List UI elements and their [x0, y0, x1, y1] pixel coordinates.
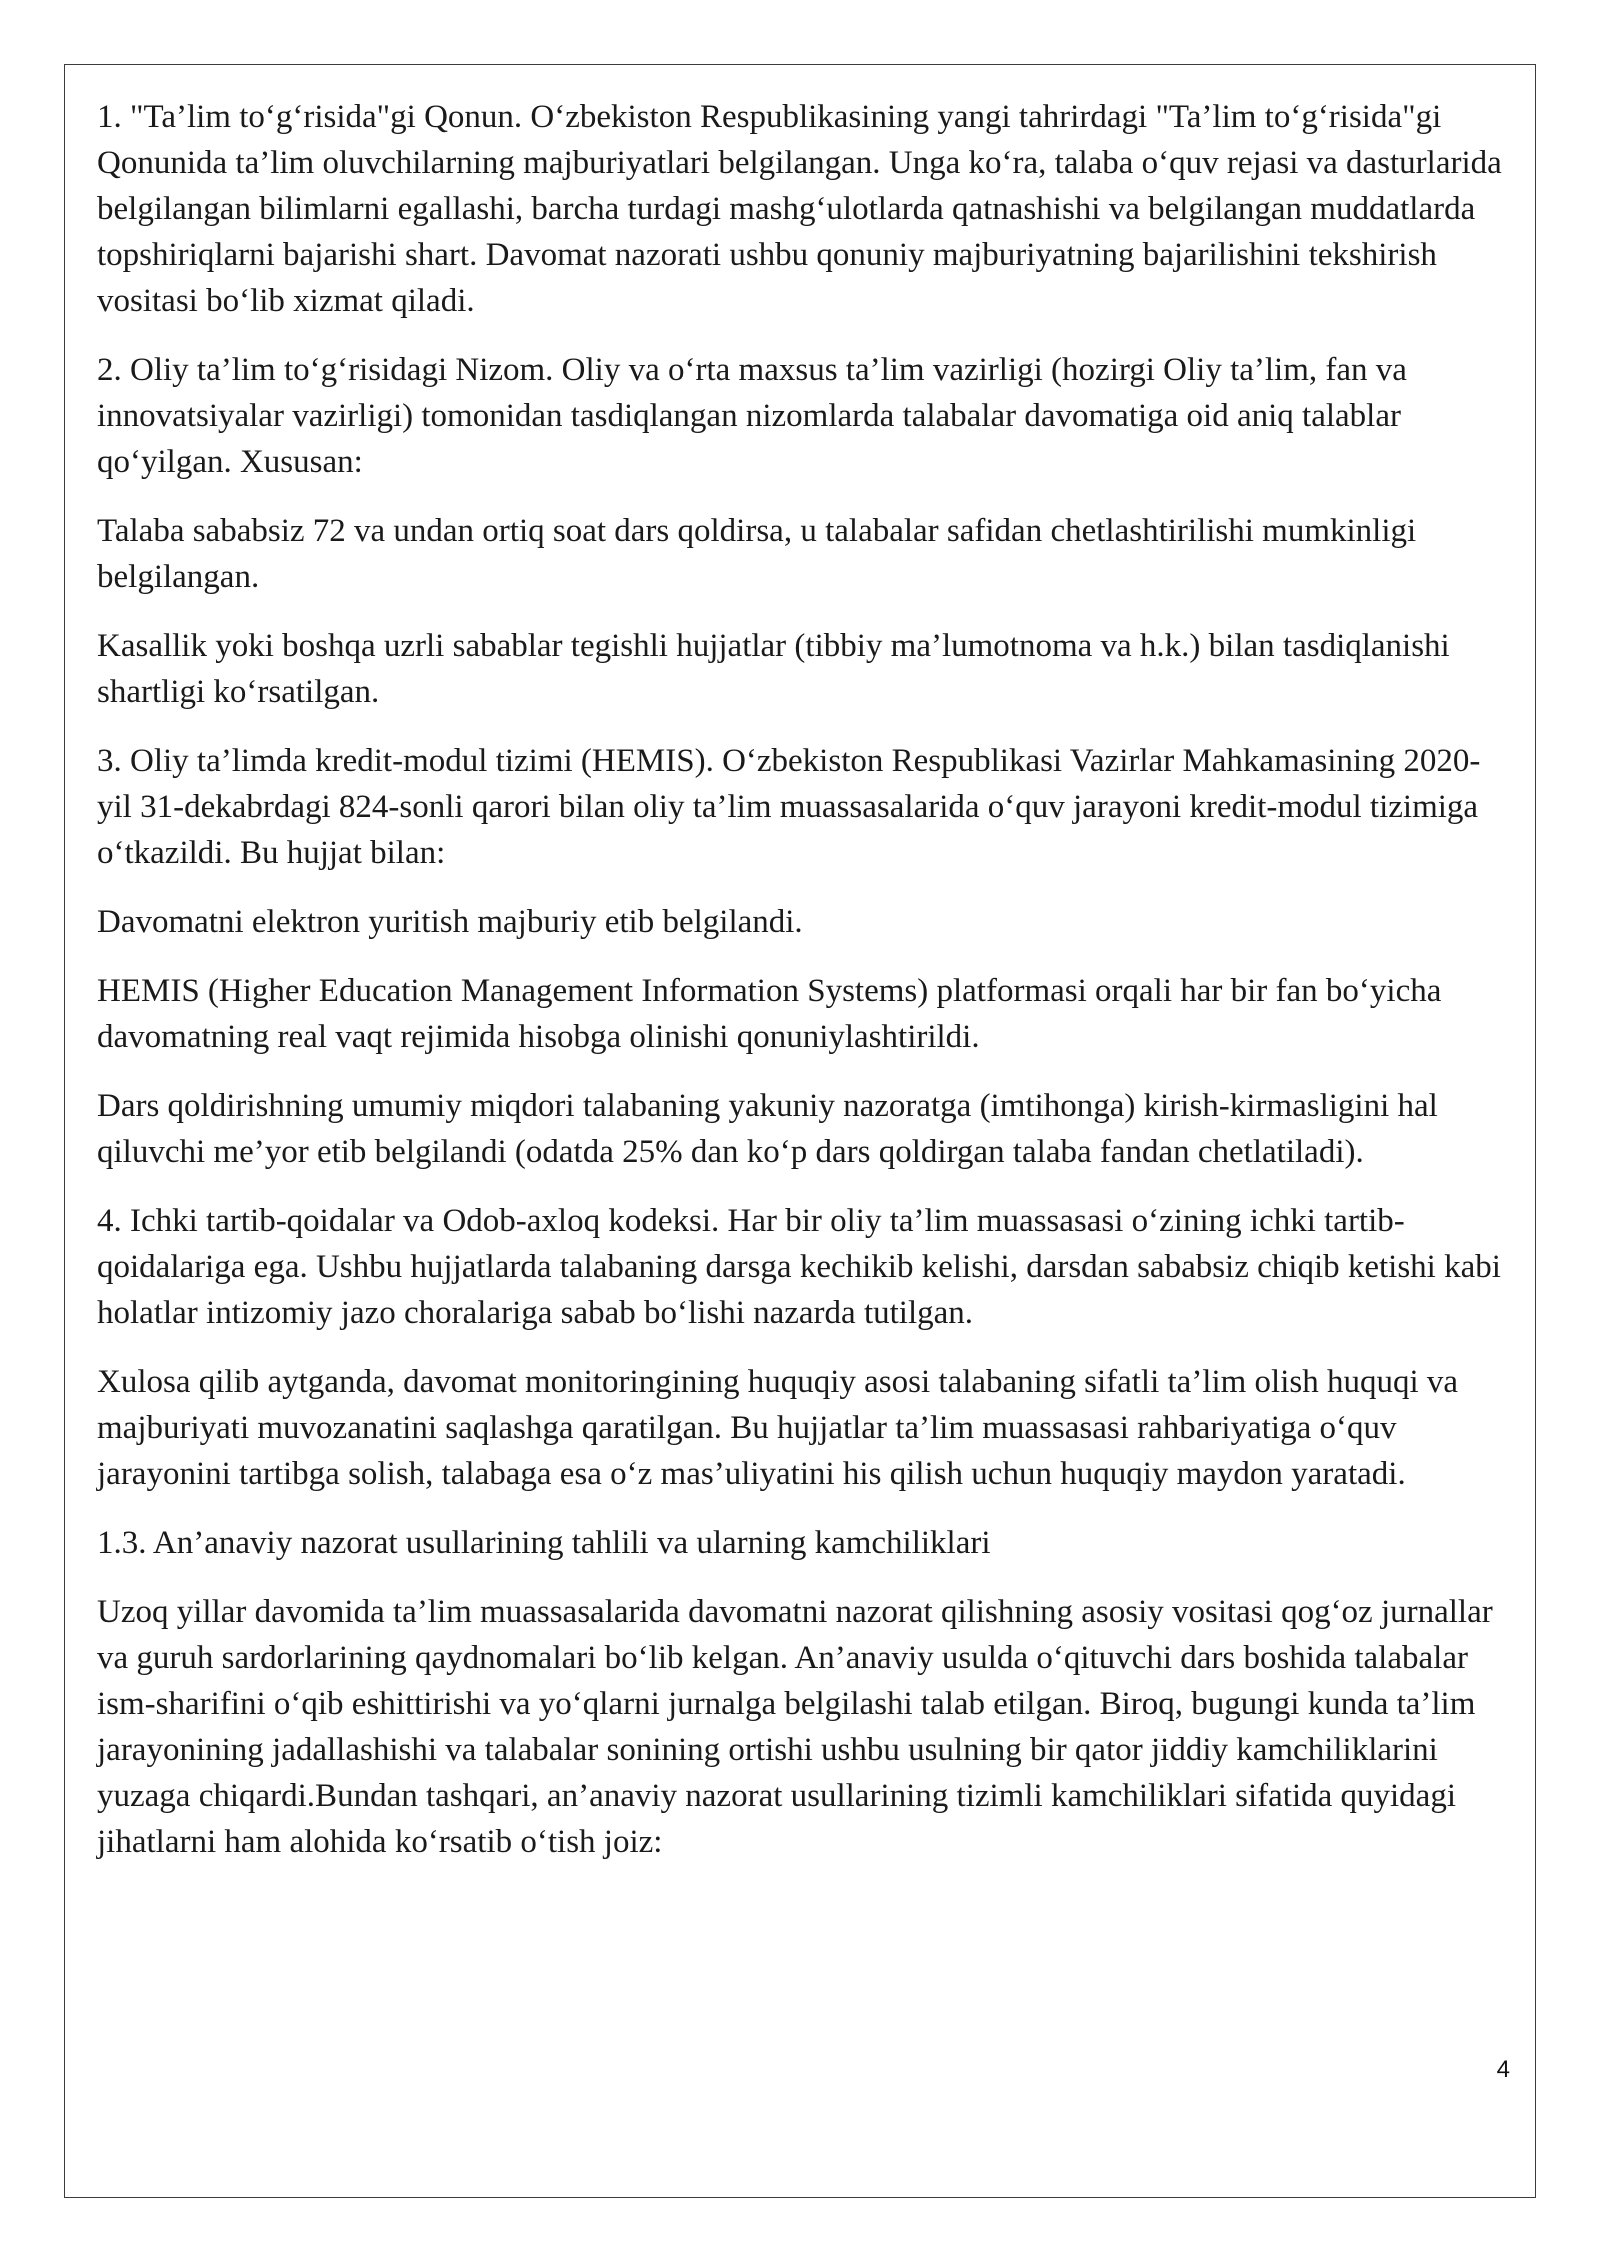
section-heading: 1.3. An’anaviy nazorat usullarining tahlili va ularning kamchiliklari — [97, 1525, 991, 1561]
paragraph-conclusion: Xulosa qilib aytganda, davomat monitoringining huquqiy asosi talabaning sifatli ta’lim olish huquqi va majburiyati muvozanatini saqlashga qaratilgan. Bu hujjatlar ta’lim muassasasi rahbariyatiga o‘quv jarayonini tartibga solish, talabaga esa o‘z mas’uliyatini his qilish uchun huquqiy maydon yaratadi. — [97, 1364, 1459, 1492]
paragraph-absence-72-hours: Talaba sababsiz 72 va undan ortiq soat dars qoldirsa, u talabalar safidan chetlashtirilishi mumkinligi belgilangan. — [97, 513, 1417, 595]
paragraph-illness-documents: Kasallik yoki boshqa uzrli sabablar tegishli hujjatlar (tibbiy ma’lumotnoma va h.k.) bilan tasdiqlanishi shartligi ko‘rsatilgan. — [97, 628, 1450, 710]
page-number: 4 — [1496, 2056, 1510, 2083]
paragraph-electronic-attendance: Davomatni elektron yuritish majburiy etib belgilandi. — [97, 904, 803, 940]
paragraph-traditional-methods: Uzoq yillar davomida ta’lim muassasalarida davomatni nazorat qilishning asosiy vositasi qog‘oz jurnallar va guruh sardorlarining qaydnomalari bo‘lib kelgan. An’anaviy usulda o‘qituvchi dars boshida talabalar ism-sharifini o‘qib eshittirishi va yo‘qlarni jurnalga belgilashi talab etilgan. Biroq, bugungi kunda ta’lim jarayonining jadallashishi va talabalar sonining ortishi ushbu usulning bir qator jiddiy kamchiliklarini yuzaga chiqardi.Bundan tashqari, an’anaviy nazorat usullarining tizimli kamchiliklari sifatida quyidagi jihatlarni ham alohida ko‘rsatib o‘tish joiz: — [97, 1594, 1493, 1860]
paragraph-hemis-platform: HEMIS (Higher Education Management Information Systems) platformasi orqali har bir fan bo‘yicha davomatning real vaqt rejimida hisobga olinishi qonuniylashtirildi. — [97, 973, 1442, 1055]
paragraph-internal-rules: 4. Ichki tartib-qoidalar va Odob-axloq kodeksi. Har bir oliy ta’lim muassasasi o‘zining ichki tartib-qoidalariga ega. Ushbu hujjatlarda talabaning darsga kechikib kelishi, darsdan sababsiz chiqib ketishi kabi holatlar intizomiy jazo choralariga sabab bo‘lishi nazarda tutilgan. — [97, 1203, 1501, 1331]
paragraph-absence-threshold: Dars qoldirishning umumiy miqdori talabaning yakuniy nazoratga (imtihonga) kirish-kirmasligini hal qiluvchi me’yor etib belgilandi (odatda 25% dan ko‘p dars qoldirgan talaba fandan chetlatiladi). — [97, 1088, 1438, 1170]
paragraph-hemis: 3. Oliy ta’limda kredit-modul tizimi (HEMIS). O‘zbekiston Respublikasi Vazirlar Mahkamasining 2020-yil 31-dekabrdagi 824-sonli qarori bilan oliy ta’lim muassasalarida o‘quv jarayoni kredit-modul tizimiga o‘tkazildi. Bu hujjat bilan: — [97, 743, 1481, 871]
document-body — [97, 94, 1507, 1888]
paragraph-law-on-education: 1. "Ta’lim to‘g‘risida"gi Qonun. O‘zbekiston Respublikasining yangi tahrirdagi "Ta’lim to‘g‘risida"gi Qonunida ta’lim oluvchilarning majburiyatlari belgilangan. Unga ko‘ra, talaba o‘quv rejasi va dasturlarida belgilangan bilimlarni egallashi, barcha turdagi mashg‘ulotlarda qatnashishi va belgilangan muddatlarda topshiriqlarni bajarishi shart. Davomat nazorati ushbu qonuniy majburiyatning bajarilishini tekshirish vositasi bo‘lib xizmat qiladi. — [97, 99, 1502, 319]
paragraph-regulation: 2. Oliy ta’lim to‘g‘risidagi Nizom. Oliy va o‘rta maxsus ta’lim vazirligi (hozirgi Oliy ta’lim, fan va innovatsiyalar vazirligi) tomonidan tasdiqlangan nizomlarda talabalar davomatiga oid aniq talablar qo‘yilgan. Xususan: — [97, 352, 1407, 480]
